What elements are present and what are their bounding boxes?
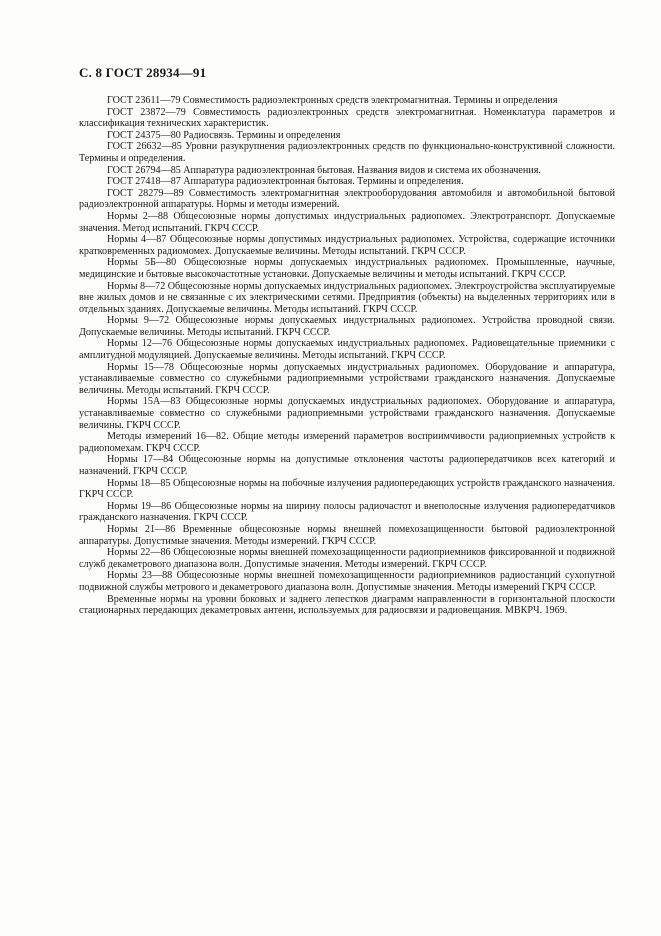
reference-item: Нормы 2—88 Общесоюзные нормы допустимых индустриальных радиопомех. Электротранспорт. Допускаемые значения. Метод испытаний. ГКРЧ СССР. <box>79 210 615 234</box>
reference-item: Нормы 17—84 Общесоюзные нормы на допустимые отклонения частоты радиопередатчиков всех категорий и назначений. ГКРЧ СССР. <box>79 454 615 477</box>
reference-item: Методы измерений 16—82. Общие методы измерений параметров восприимчивости радиоприемных устройств к радиопомехам. ГКРЧ СССР. <box>79 431 615 454</box>
reference-item: ГОСТ 24375—80 Радиосвязь. Термины и определения <box>107 129 341 141</box>
reference-item: ГОСТ 23872—79 Совместимость радиоэлектронных средств электромагнитная. Номенклатура параметров и классификация технических характеристик. <box>79 106 615 130</box>
references-list <box>79 95 615 617</box>
reference-item: ГОСТ 27418—87 Аппаратура радиоэлектронная бытовая. Термины и определения. <box>107 176 464 188</box>
reference-item: Нормы 5Б—80 Общесоюзные нормы допускаемых индустриальных радиопомех. Промышленные, научные, медицинские и бытовые высокочастотные установки. Допускаемые величины и методы испытаний. ГКРЧ СССР. <box>79 257 615 280</box>
reference-item: Нормы 9—72 Общесоюзные нормы допускаемых индустриальных радиопомех. Устройства проводной связи. Допускаемые величины. Методы испытаний. ГКРЧ СССР. <box>79 315 615 338</box>
reference-item: Нормы 8—72 Общесоюзные нормы допускаемых индустриальных радиопомех. Электроустройства эксплуатируемые вне жилых домов и не связанные с их электрическими сетями. Предприятия (объекты) на выделенных территориях или в отдельных зданиях. Допускаемые величины. Методы испытаний. ГКРЧ СССР. <box>79 280 615 315</box>
page-header: С. 8 ГОСТ 28934—91 <box>79 65 207 80</box>
reference-item: Нормы 23—88 Общесоюзные нормы внешней помехозащищенности радиоприемников радиостанций сухопутной подвижной службы метрового и декаметрового диапазона волн. Допустимые значения. Методы измерений ГКРЧ СССР. <box>79 570 615 593</box>
reference-item: ГОСТ 26632—85 Уровни разукрупнения радиоэлектронных средств по функционально-конструктивной сложности. Термины и определения. <box>79 141 615 164</box>
reference-item: Нормы 4—87 Общесоюзные нормы допустимых индустриальных радиопомех. Устройства, содержащие источники кратковременных радиомомех. Допускаемые величины. Методы испытаний. ГКРЧ СССР. <box>79 234 615 257</box>
reference-item: Временные нормы на уровни боковых и заднего лепестков диаграмм направленности в горизонтальной плоскости стационарных передающих декаметровых антенн, используемых для радиосвязи и радиовещания. МВКРЧ. 1969. <box>79 593 615 617</box>
reference-item: Нормы 22—86 Общесоюзные нормы внешней помехозащищенности радиоприемников фиксированной и подвижной служб декаметрового диапазона волн. Допустимые значения. Методы измерений. ГКРЧ СССР. <box>79 547 615 570</box>
reference-item: ГОСТ 26794—85 Аппаратура радиоэлектронная бытовая. Названия видов и система их обозначения. <box>107 164 541 176</box>
reference-item: ГОСТ 28279—89 Совместимость электромагнитная электрооборудования автомобиля и автомобильной бытовой радиоэлектронной аппаратуры. Нормы и методы измерений. <box>79 187 615 211</box>
reference-item: ГОСТ 23611—79 Совместимость радиоэлектронных средств электромагнитная. Термины и определения <box>107 95 558 106</box>
reference-item: Нормы 12—76 Общесоюзные нормы допускаемых индустриальных радиопомех. Радиовещательные приемники с амплитудной модуляцией. Допускаемые величины. Методы испытаний. ГКРЧ СССР. <box>79 338 615 362</box>
reference-item: Нормы 15—78 Общесоюзные нормы допускаемых индустриальных радиопомех. Оборудование и аппаратура, устанавливаемые совместно со служебными радиоприемными устройствами гражданского назначения. Допускаемые величины. Методы испытаний. ГКРЧ СССР. <box>79 361 615 396</box>
reference-item: Нормы 18—85 Общесоюзные нормы на побочные излучения радиопередающих устройств гражданского назначения. ГКРЧ СССР. <box>79 477 615 501</box>
reference-item: Нормы 19—86 Общесоюзные нормы на ширину полосы радиочастот и внеполосные излучения радиопередатчиков гражданского назначения. ГКРЧ СССР. <box>79 500 615 524</box>
reference-item: Нормы 21—86 Временные общесоюзные нормы внешней помехозащищенности бытовой радиоэлектронной аппаратуры. Допустимые значения. Методы измерений. ГКРЧ СССР. <box>79 523 615 547</box>
reference-item: Нормы 15А—83 Общесоюзные нормы допускаемых индустриальных радиопомех. Оборудование и аппаратура, устанавливаемые совместно со служебными радиоприемными устройствами гражданского назначения. Допускаемые величины. ГКРЧ СССР. <box>79 396 615 431</box>
